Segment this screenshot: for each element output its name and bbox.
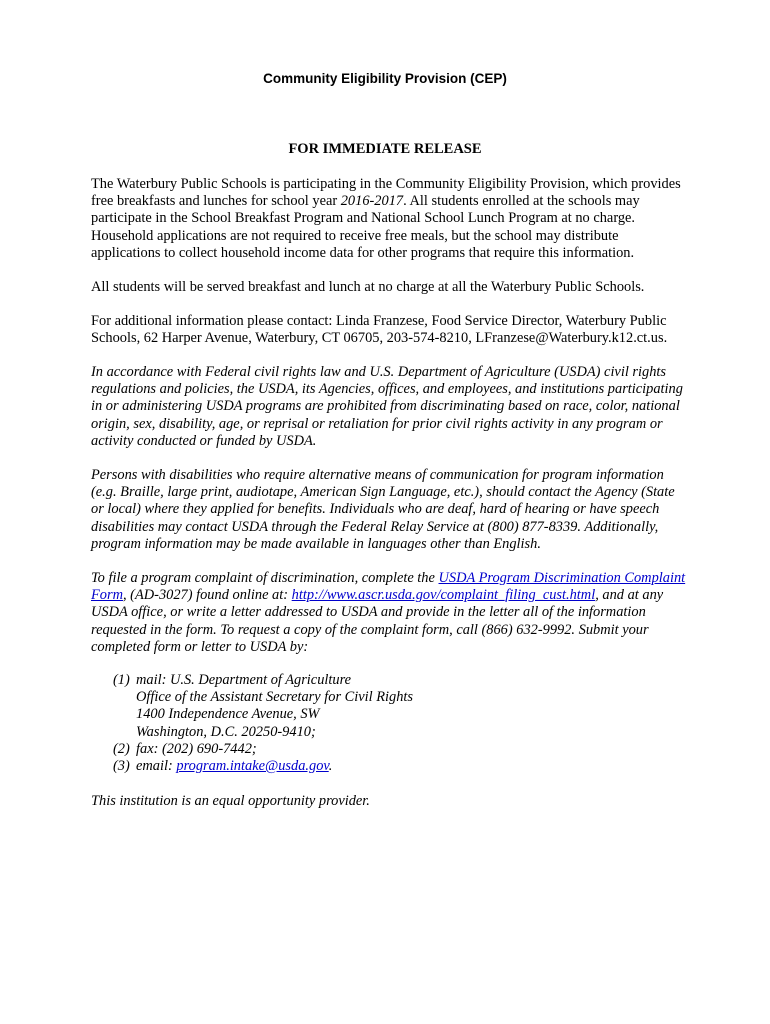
list-number: (2) <box>113 740 130 757</box>
closing-statement: This institution is an equal opportunity provider. <box>91 793 370 809</box>
fax-line: fax: (202) 690-7442; <box>136 740 257 757</box>
paragraph-cep-participation <box>91 176 687 262</box>
list-number: (1) <box>113 672 130 688</box>
paragraph-text: . All students enrolled at the schools may participate in the School Breakfast Program and National School Lunch Program at no charge. Household applications are not required to receive free meals, but the school may distribute applications to collect household income data for other programs that require this information. <box>91 193 640 261</box>
list-item <box>113 758 673 775</box>
email-suffix: . <box>328 758 333 775</box>
mail-line: mail: U.S. Department of Agriculture <box>136 672 352 688</box>
document-title: Community Eligibility Provision (CEP) <box>263 71 507 86</box>
paragraph-disabilities: Persons with disabilities who require alternative means of communication for program information (e.g. Braille, large print, audiotape, American Sign Language, etc.), should contact the Agency (State or local) where they applied for benefits. Individuals who are deaf, hard of hearing or have speech disabilities may contact USDA through the Federal Relay Service at (800) 877-8339. Additionally, program information may be made available in languages other than English. <box>91 467 675 552</box>
mail-address-line: 1400 Independence Avenue, SW <box>136 706 320 723</box>
mail-address-line: Washington, D.C. 20250-9410; <box>136 723 316 740</box>
mail-address-line: Office of the Assistant Secretary for Civil Rights <box>136 689 413 706</box>
paragraph-contact-info: For additional information please contact: Linda Franzese, Food Service Director, Waterbury Public Schools, 62 Harper Avenue, Waterbury, CT 06705, 203-574-8210, LFranzese@Waterbury.k12.ct.us. <box>91 313 668 347</box>
paragraph-text: To file a program complaint of discrimination, complete the <box>91 570 439 586</box>
paragraph-text: , (AD-3027) found online at: <box>122 587 292 604</box>
paragraph-nondiscrimination: In accordance with Federal civil rights law and U.S. Department of Agriculture (USDA) civil rights regulations and policies, the USDA, its Agencies, offices, and employees, and institutions participating in or administering USDA programs are prohibited from discriminating based on race, color, national origin, sex, disability, age, or reprisal or retaliation for prior civil rights activity in any program or activity conducted or funded by USDA. <box>91 364 683 449</box>
paragraph-text: The Waterbury Public Schools is participating in the Community Eligibility Provision, which provides free breakfasts and lunches for school year <box>91 176 681 210</box>
email-line <box>136 758 332 775</box>
complaint-url-link[interactable]: http://www.ascr.usda.gov/complaint_filing_cust.html <box>291 587 596 604</box>
list-number: (3) <box>113 758 130 775</box>
school-year: 2016-2017 <box>340 193 404 210</box>
list-item <box>113 672 673 689</box>
paragraph-text: , and at any USDA office, or write a letter addressed to USDA and provide in the letter all of the information requested in the form. To request a copy of the complaint form, call (866) 632-9992. Submit your completed form or letter to USDA by: <box>91 587 664 655</box>
email-prefix: email: <box>136 758 177 775</box>
submission-methods-list <box>113 672 673 775</box>
list-item <box>113 741 673 758</box>
release-heading: FOR IMMEDIATE RELEASE <box>288 141 482 157</box>
email-link[interactable]: program.intake@usda.gov <box>176 758 329 775</box>
paragraph-complaint <box>91 570 687 656</box>
complaint-form-link[interactable]: USDA Program Discrimination Complaint Form <box>91 570 686 604</box>
paragraph-meals-no-charge: All students will be served breakfast and lunch at no charge at all the Waterbury Public Schools. <box>91 279 645 295</box>
